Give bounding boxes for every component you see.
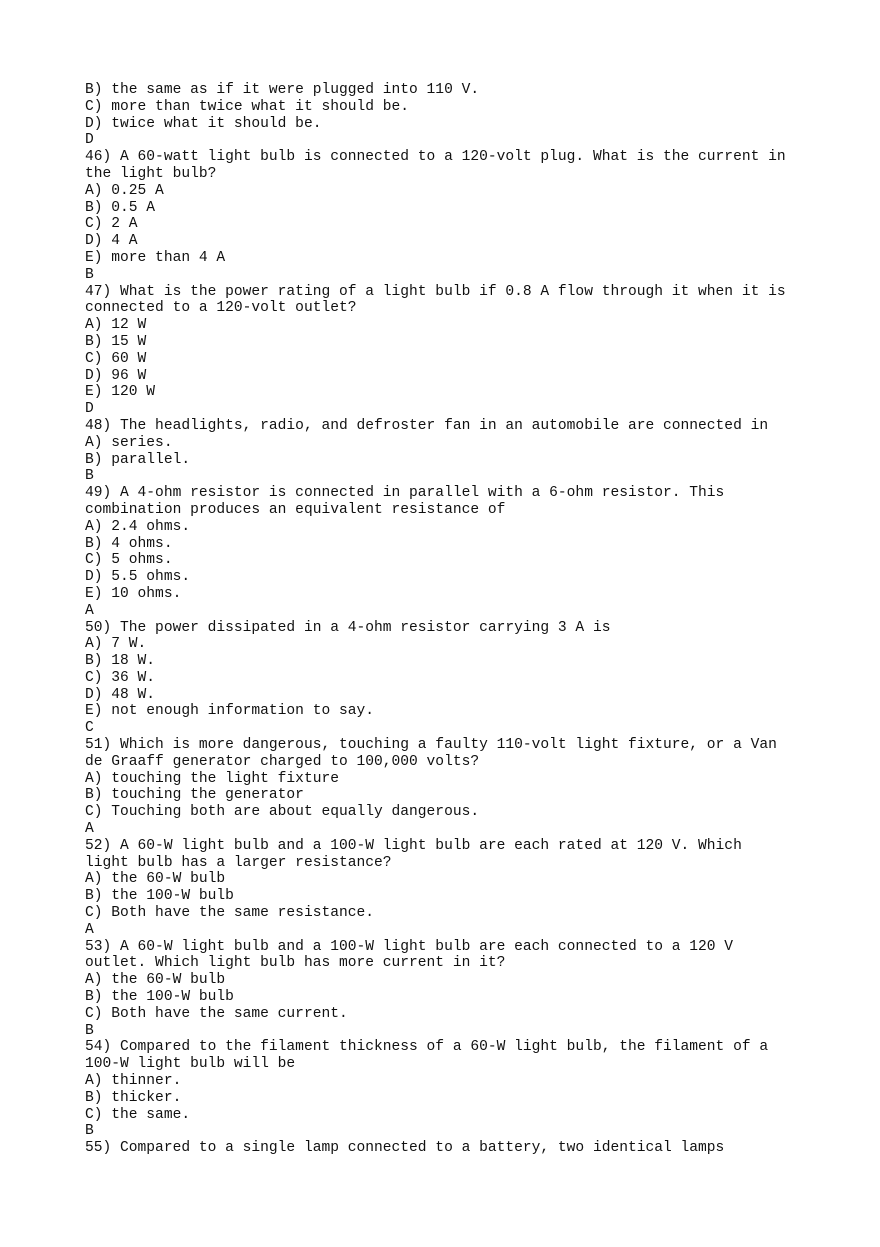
text-line: B) 0.5 A	[85, 199, 156, 216]
text-line: A) 7 W.	[85, 636, 147, 653]
text-line: C) 2 A	[85, 216, 138, 233]
text-line: D) twice what it should be.	[85, 115, 322, 132]
text-line: B) 4 ohms.	[85, 535, 173, 552]
text-line: A) 12 W	[85, 317, 147, 334]
text-line: C) 5 ohms.	[85, 552, 173, 569]
text-line: B) the same as if it were plugged into 110 V.	[85, 82, 480, 98]
text-line: the light bulb?	[85, 165, 217, 182]
text-line: D	[85, 401, 94, 418]
text-line: A	[85, 602, 94, 619]
text-line: B	[85, 1022, 94, 1039]
text-line: B	[85, 266, 94, 283]
text-line: A) series.	[85, 434, 173, 451]
text-line: A) 0.25 A	[85, 182, 164, 199]
text-line: A	[85, 821, 94, 838]
text-line: 48) The headlights, radio, and defroster fan in an automobile are connected in	[85, 417, 769, 434]
text-line: B) thicker.	[85, 1089, 182, 1106]
text-line: 52) A 60-W light bulb and a 100-W light bulb are each rated at 120 V. Which	[85, 837, 742, 854]
text-line: A) touching the light fixture	[85, 770, 339, 787]
text-line: A) 2.4 ohms.	[85, 518, 191, 535]
text-line: 47) What is the power rating of a light bulb if 0.8 A flow through it when it is	[85, 283, 786, 300]
text-line: A) the 60-W bulb	[85, 972, 226, 989]
text-line: E) 10 ohms.	[85, 585, 182, 602]
text-line: connected to a 120-volt outlet?	[85, 300, 357, 317]
text-line: D) 4 A	[85, 233, 138, 250]
text-line: B) 15 W	[85, 333, 147, 350]
text-line: de Graaff generator charged to 100,000 volts?	[85, 753, 480, 770]
text-line: C) the same.	[85, 1106, 191, 1123]
text-line: E) more than 4 A	[85, 249, 226, 266]
text-line: A) thinner.	[85, 1073, 182, 1090]
text-line: E) 120 W	[85, 384, 156, 401]
text-line: 55) Compared to a single lamp connected to a battery, two identical lamps	[85, 1140, 725, 1157]
text-line: 54) Compared to the filament thickness of a 60-W light bulb, the filament of a	[85, 1039, 769, 1056]
text-line: 49) A 4-ohm resistor is connected in parallel with a 6-ohm resistor. This	[85, 485, 725, 502]
text-line: C	[85, 720, 94, 737]
text-line: A	[85, 921, 94, 938]
text-line: C) Both have the same current.	[85, 1005, 348, 1022]
text-line: C) 36 W.	[85, 669, 156, 686]
text-line: B) touching the generator	[85, 787, 304, 804]
text-line: 46) A 60-watt light bulb is connected to a 120-volt plug. What is the current in	[85, 149, 786, 166]
text-line: B) the 100-W bulb	[85, 989, 234, 1006]
text-line: C) Touching both are about equally dangerous.	[85, 804, 480, 821]
text-line: D) 48 W.	[85, 686, 156, 703]
text-line: D) 5.5 ohms.	[85, 569, 191, 586]
text-line: combination produces an equivalent resistance of	[85, 501, 506, 518]
text-line: C) more than twice what it should be.	[85, 98, 410, 115]
text-line: outlet. Which light bulb has more current in it?	[85, 955, 506, 972]
text-line: C) Both have the same resistance.	[85, 905, 375, 922]
text-line: B	[85, 468, 94, 485]
text-line: B) parallel.	[85, 451, 191, 468]
text-line: E) not enough information to say.	[85, 703, 375, 720]
text-line: A) the 60-W bulb	[85, 871, 226, 888]
text-line: light bulb has a larger resistance?	[85, 854, 392, 871]
text-line: B) the 100-W bulb	[85, 888, 234, 905]
text-line: 100-W light bulb will be	[85, 1056, 296, 1073]
text-line: D) 96 W	[85, 367, 147, 384]
text-line: B) 18 W.	[85, 653, 156, 670]
text-line: C) 60 W	[85, 350, 147, 367]
document-page	[85, 82, 845, 1157]
text-line: B	[85, 1123, 94, 1140]
text-line: 51) Which is more dangerous, touching a faulty 110-volt light fixture, or a Van	[85, 737, 777, 754]
text-line: D	[85, 132, 94, 149]
text-line: 53) A 60-W light bulb and a 100-W light bulb are each connected to a 120 V	[85, 938, 734, 955]
text-line: 50) The power dissipated in a 4-ohm resistor carrying 3 A is	[85, 619, 611, 636]
